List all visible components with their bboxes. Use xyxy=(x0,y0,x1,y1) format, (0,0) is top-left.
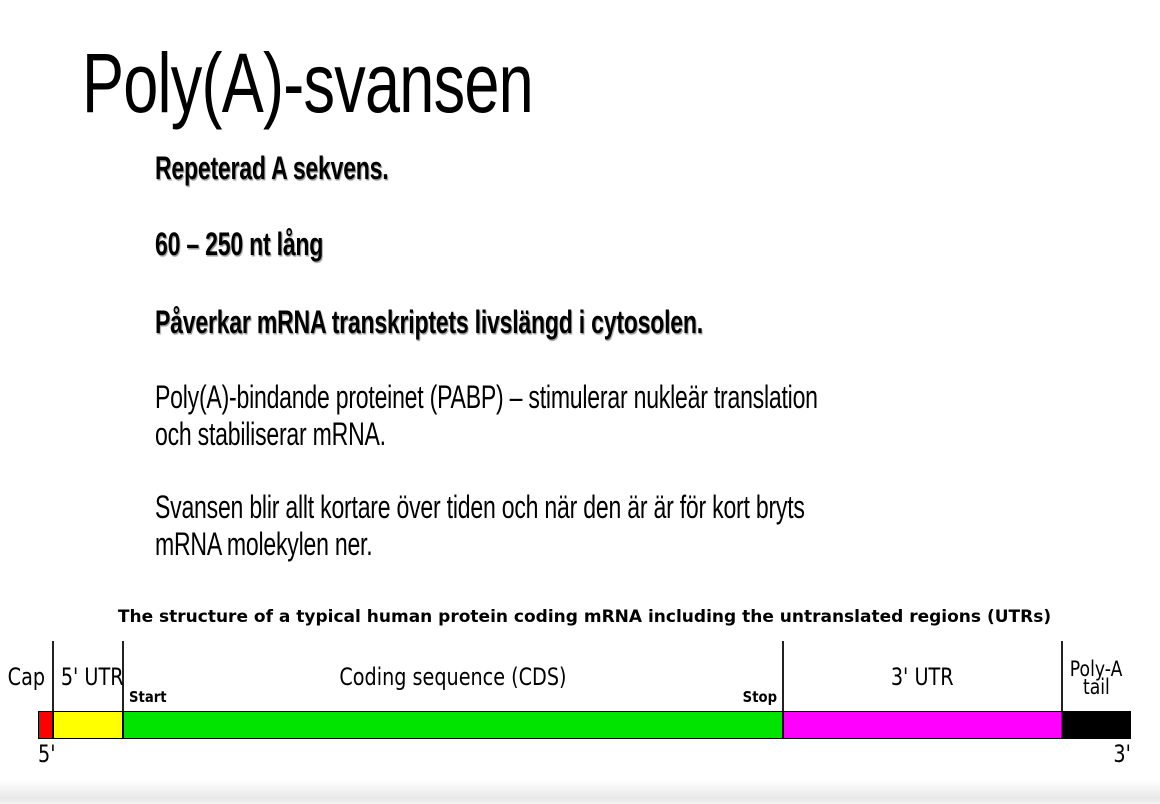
label-polya-line2: tail xyxy=(1083,675,1110,699)
bullet-length xyxy=(155,226,323,263)
stop-codon-label xyxy=(738,689,777,705)
label-3utr xyxy=(783,664,1061,690)
label-5utr-text: 5' UTR xyxy=(60,663,124,691)
text-line: mRNA molekylen ner. xyxy=(155,526,373,562)
bullet-pabp xyxy=(155,379,818,453)
text-line: Svansen blir allt kortare över tiden och när den är är för kort bryts xyxy=(155,489,805,525)
label-3utr-text: 3' UTR xyxy=(890,663,954,691)
start-codon-label xyxy=(129,689,172,705)
segment-3utr xyxy=(783,711,1062,739)
three-prime-end-label: 3' xyxy=(1113,740,1131,768)
text-line: Påverkar mRNA transkriptets livslängd i cytosolen. xyxy=(155,304,703,340)
label-cds xyxy=(123,664,782,690)
label-polya-line1: Poly-A xyxy=(1070,657,1123,681)
segment-5utr xyxy=(53,711,123,739)
text-line: Repeterad A sekvens. xyxy=(155,150,389,186)
label-5utr xyxy=(53,664,122,690)
start-codon-text: Start xyxy=(129,688,167,706)
stop-codon-text: Stop xyxy=(742,688,777,706)
diagram-title: The structure of a typical human protein coding mRNA including the untranslated regions (UTRs) xyxy=(117,607,1052,627)
segment-polya-tail xyxy=(1062,711,1131,739)
bullet-tail-shortening xyxy=(155,489,805,563)
bottom-shadow xyxy=(0,780,1160,804)
text-line: och stabiliserar mRNA. xyxy=(155,416,386,452)
slide-title: Poly(A)-svansen xyxy=(82,36,533,130)
label-cds-text: Coding sequence (CDS) xyxy=(338,663,567,691)
five-prime-end-label: 5' xyxy=(38,740,56,768)
label-cap xyxy=(0,664,52,690)
text-line: Poly(A)-bindande proteinet (PABP) – stimulerar nukleär translation xyxy=(155,379,818,415)
segment-cap xyxy=(38,711,53,739)
label-polya-tail xyxy=(1049,657,1144,699)
mrna-bar xyxy=(38,711,1131,739)
label-cap-text: Cap xyxy=(7,663,45,691)
segment-cds xyxy=(123,711,783,739)
bullet-lifespan xyxy=(155,304,703,341)
text-line: 60 – 250 nt lång xyxy=(155,226,324,262)
bullet-repeated-a-sequence xyxy=(155,150,388,187)
